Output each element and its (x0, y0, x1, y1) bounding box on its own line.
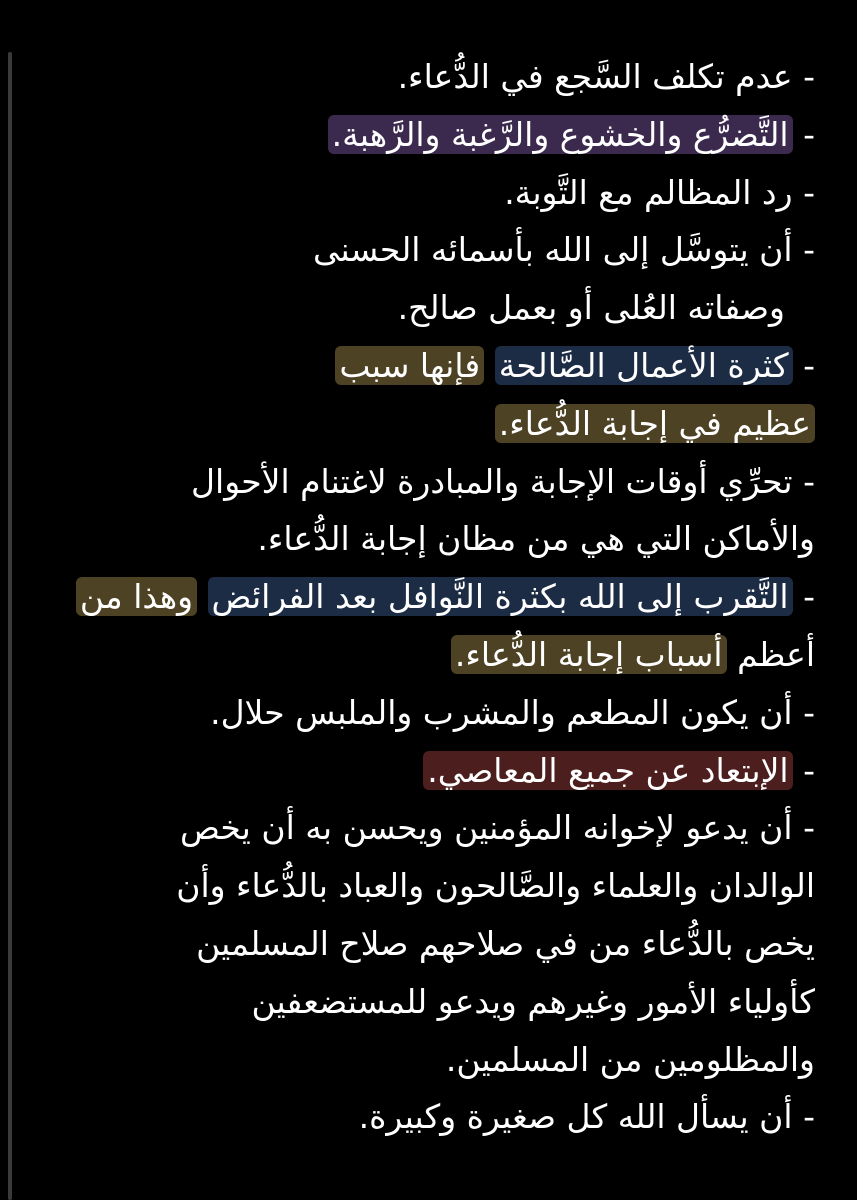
highlighted-text-gold: وهذا من (76, 577, 197, 616)
list-item (24, 684, 815, 742)
bullet-dash: - (803, 114, 815, 154)
list-item (24, 106, 815, 164)
item-text: الوالدان والعلماء والصَّالحون والعباد بالدُّعاء وأن (176, 866, 815, 906)
bullet-dash: - (803, 57, 815, 96)
highlighted-text-gold: فإنها سبب (335, 346, 484, 385)
bullet-dash: - (803, 230, 815, 270)
highlighted-text-purple: التَّضرُّع والخشوع والرَّغبة والرَّهبة. (328, 115, 793, 154)
list-item (24, 568, 815, 626)
item-text: رد المظالم مع التَّوبة. (504, 172, 793, 212)
item-text: وصفاته العُلى أو بعمل صالح. (397, 288, 785, 328)
list-item-continuation (24, 395, 815, 453)
bullet-dash: - (803, 692, 815, 732)
bullet-dash: - (803, 808, 815, 848)
list-item (24, 48, 815, 106)
item-text: عدم تكلف السَّجع في الدُّعاء. (397, 57, 793, 96)
list-item-continuation (24, 510, 815, 568)
item-text: تحرِّي أوقات الإجابة والمبادرة لاغتنام الأحوال (191, 461, 793, 501)
item-text: أن يكون المطعم والمشرب والملبس حلال. (210, 692, 793, 732)
list-item-continuation (24, 857, 815, 915)
list-item (24, 164, 815, 222)
list-item (24, 742, 815, 800)
list-item (24, 799, 815, 857)
list-item-continuation (24, 279, 815, 337)
list-item-continuation (24, 915, 815, 973)
highlighted-text-blue: التَّقرب إلى الله بكثرة النَّوافل بعد الفرائض (208, 577, 793, 616)
list-item-continuation (24, 1031, 815, 1089)
bullet-dash: - (803, 345, 815, 385)
item-text: والأماكن التي هي من مظان إجابة الدُّعاء. (257, 519, 815, 559)
bullet-dash: - (803, 461, 815, 501)
item-text: أن يدعو لإخوانه المؤمنين ويحسن به أن يخص (179, 808, 793, 848)
bullet-dash: - (803, 1097, 815, 1137)
highlighted-text-gold: عظيم في إجابة الدُّعاء. (495, 404, 815, 443)
bullet-dash: - (803, 750, 815, 790)
item-text: يخص بالدُّعاء من في صلاحهم صلاح المسلمين (196, 923, 815, 963)
highlighted-text-red: الإبتعاد عن جميع المعاصي. (423, 751, 792, 790)
list-item (24, 1088, 815, 1146)
bullet-dash: - (803, 577, 815, 617)
highlighted-text-gold: أسباب إجابة الدُّعاء. (451, 635, 727, 674)
left-scroll-bar (8, 52, 12, 1200)
item-text: والمظلومين من المسلمين. (445, 1039, 815, 1079)
list-item-continuation (24, 973, 815, 1031)
item-text: أن يتوسَّل إلى الله بأسمائه الحسنى (312, 230, 793, 270)
item-text: أن يسأل الله كل صغيرة وكبيرة. (358, 1097, 793, 1137)
bullet-dash: - (803, 172, 815, 212)
item-text: كأولياء الأمور وغيرهم ويدعو للمستضعفين (251, 981, 815, 1021)
list-item (24, 221, 815, 279)
dua-etiquette-text (24, 48, 815, 1146)
item-text: أعظم (737, 634, 815, 674)
list-item (24, 453, 815, 511)
highlighted-text-blue: كثرة الأعمال الصَّالحة (495, 346, 793, 385)
list-item (24, 337, 815, 395)
list-item-continuation (24, 626, 815, 684)
